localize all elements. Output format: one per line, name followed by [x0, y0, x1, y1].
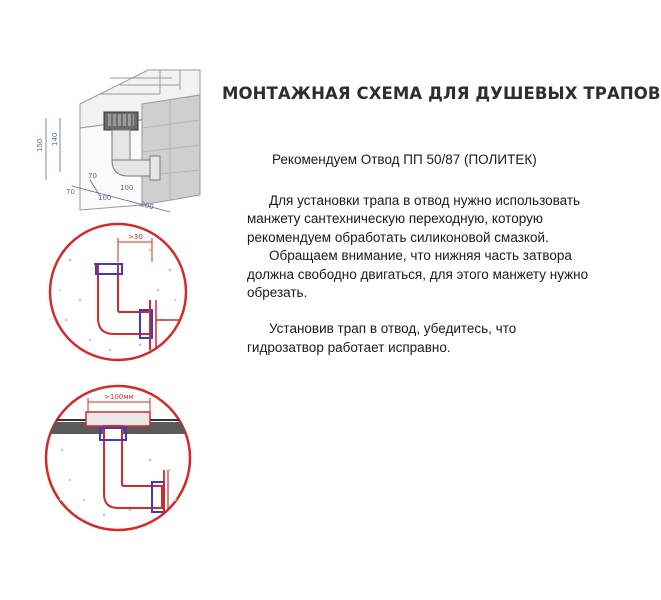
drain-body: [86, 412, 150, 426]
dim-100b: 100: [98, 194, 112, 202]
paragraph-check: Установив трап в отвод, убедитесь, что гидрозатвор работает исправно.: [247, 321, 517, 355]
dim-140: 140: [51, 132, 59, 146]
paragraph-trim: Обращаем внимание, что нижняя часть затвора должна свободно двигаться, для этого манжету нужно обрезать.: [247, 248, 589, 301]
dim-200: 200: [139, 200, 155, 212]
dim-70: 70: [88, 172, 97, 180]
dim-100: 100: [120, 184, 134, 192]
instructions-text: [247, 192, 592, 357]
dim-150: 150: [36, 138, 44, 152]
recommendation-text: Рекомендуем Отвод ПП 50/87 (ПОЛИТЕК): [272, 152, 537, 167]
dim-70b: 70: [66, 188, 75, 196]
paragraph-seal: Для установки трапа в отвод нужно использовать манжету сантехническую переходную, которую рекомендуем обработать силиконовой смазкой.: [247, 193, 581, 245]
dim-label-30: >30: [128, 233, 143, 241]
dim-label-100mm: >100мм: [104, 393, 134, 401]
page-title: МОНТАЖНАЯ СХЕМА ДЛЯ ДУШЕВЫХ ТРАПОВ: [222, 84, 661, 103]
